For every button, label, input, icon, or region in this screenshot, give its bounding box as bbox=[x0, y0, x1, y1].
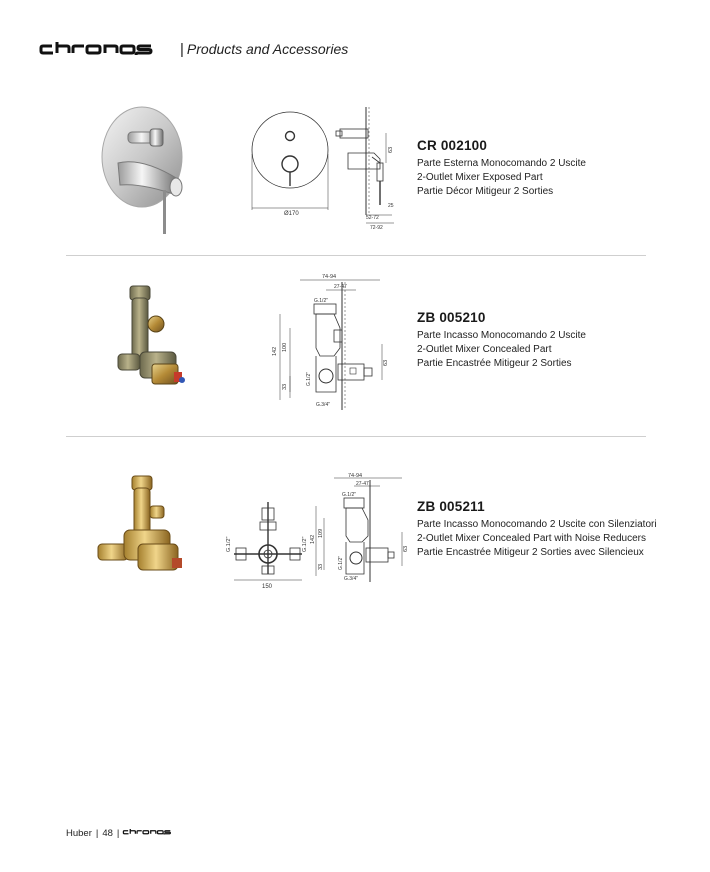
footer-separator: | bbox=[95, 828, 99, 839]
dim-33: 33 bbox=[282, 383, 288, 390]
product-photo-concealed-body bbox=[112, 284, 192, 399]
product-desc-it: Parte Esterna Monocomando 2 Uscite bbox=[417, 158, 586, 169]
dim-52-72: 52-72 bbox=[366, 215, 379, 221]
dim-142: 142 bbox=[310, 534, 316, 544]
dim-g12-top: G.1/2" bbox=[342, 492, 357, 498]
header-title: Products and Accessories bbox=[186, 41, 349, 57]
technical-drawing-rear bbox=[222, 500, 312, 595]
product-desc-en: 2-Outlet Mixer Concealed Part with Noise Reducers bbox=[417, 533, 646, 544]
dim-g34: G.3/4" bbox=[344, 576, 359, 582]
dim-27-47: 27-47 bbox=[334, 284, 347, 290]
footer-company: Huber bbox=[66, 828, 92, 839]
product-photo-exposed-plate bbox=[98, 105, 190, 240]
product-desc-it: Parte Incasso Monocomando 2 Uscite bbox=[417, 330, 586, 341]
product-code: ZB 005211 bbox=[417, 499, 485, 514]
dim-g12-side: G.1/2" bbox=[338, 555, 344, 570]
technical-drawing-side bbox=[336, 103, 400, 238]
section-divider bbox=[66, 436, 646, 437]
dim-g12-top: G.1/2" bbox=[314, 298, 329, 304]
dim-g12-left: G.1/2" bbox=[226, 536, 232, 552]
product-info bbox=[417, 310, 586, 371]
dim-74-94: 74-94 bbox=[348, 473, 363, 479]
dim-g12-side: G.1/2" bbox=[306, 371, 312, 386]
technical-drawing-concealed bbox=[268, 272, 388, 417]
product-photo-concealed-body-silencers bbox=[94, 474, 190, 589]
dim-150: 150 bbox=[262, 584, 273, 590]
footer-chronos-logo bbox=[123, 828, 181, 839]
dim-100: 100 bbox=[282, 342, 288, 352]
dim-25: 25 bbox=[388, 203, 394, 209]
footer-separator: | bbox=[116, 828, 120, 839]
chronos-logo bbox=[40, 41, 176, 57]
product-code: CR 002100 bbox=[417, 138, 488, 153]
product-desc-fr: Partie Encastrée Mitigeur 2 Sorties bbox=[417, 358, 572, 369]
dim-g34: G.3/4" bbox=[316, 402, 331, 408]
product-info bbox=[417, 499, 657, 560]
dim-63: 63 bbox=[403, 545, 409, 552]
product-desc-en: 2-Outlet Mixer Concealed Part bbox=[417, 344, 552, 355]
dim-142: 142 bbox=[272, 346, 278, 356]
product-info bbox=[417, 138, 586, 199]
dim-diameter: Ø170 bbox=[284, 211, 299, 217]
product-code: ZB 005210 bbox=[417, 310, 486, 325]
dim-63: 63 bbox=[383, 359, 389, 366]
page-header bbox=[40, 38, 348, 60]
technical-drawing-concealed-side bbox=[310, 470, 410, 593]
header-separator: | bbox=[180, 40, 184, 58]
page-number: 48 bbox=[102, 828, 113, 839]
page-footer bbox=[66, 828, 181, 839]
technical-drawing-front bbox=[248, 110, 334, 223]
product-desc-en: 2-Outlet Mixer Exposed Part bbox=[417, 172, 543, 183]
product-desc-fr: Partie Décor Mitigeur 2 Sorties bbox=[417, 186, 554, 197]
dim-72-92: 72-92 bbox=[370, 225, 383, 231]
product-desc-fr: Partie Encastrée Mitigeur 2 Sorties avec Silencieux bbox=[417, 547, 644, 558]
dim-33: 33 bbox=[318, 563, 324, 570]
dim-g12-right: G.1/2" bbox=[302, 536, 308, 552]
dim-74-94: 74-94 bbox=[322, 274, 337, 280]
dim-27-47: 27-47 bbox=[356, 481, 369, 487]
product-desc-it: Parte Incasso Monocomando 2 Uscite con Silenziatori bbox=[417, 519, 657, 530]
dim-63: 63 bbox=[388, 146, 394, 153]
dim-109: 109 bbox=[318, 528, 324, 538]
section-divider bbox=[66, 255, 646, 256]
